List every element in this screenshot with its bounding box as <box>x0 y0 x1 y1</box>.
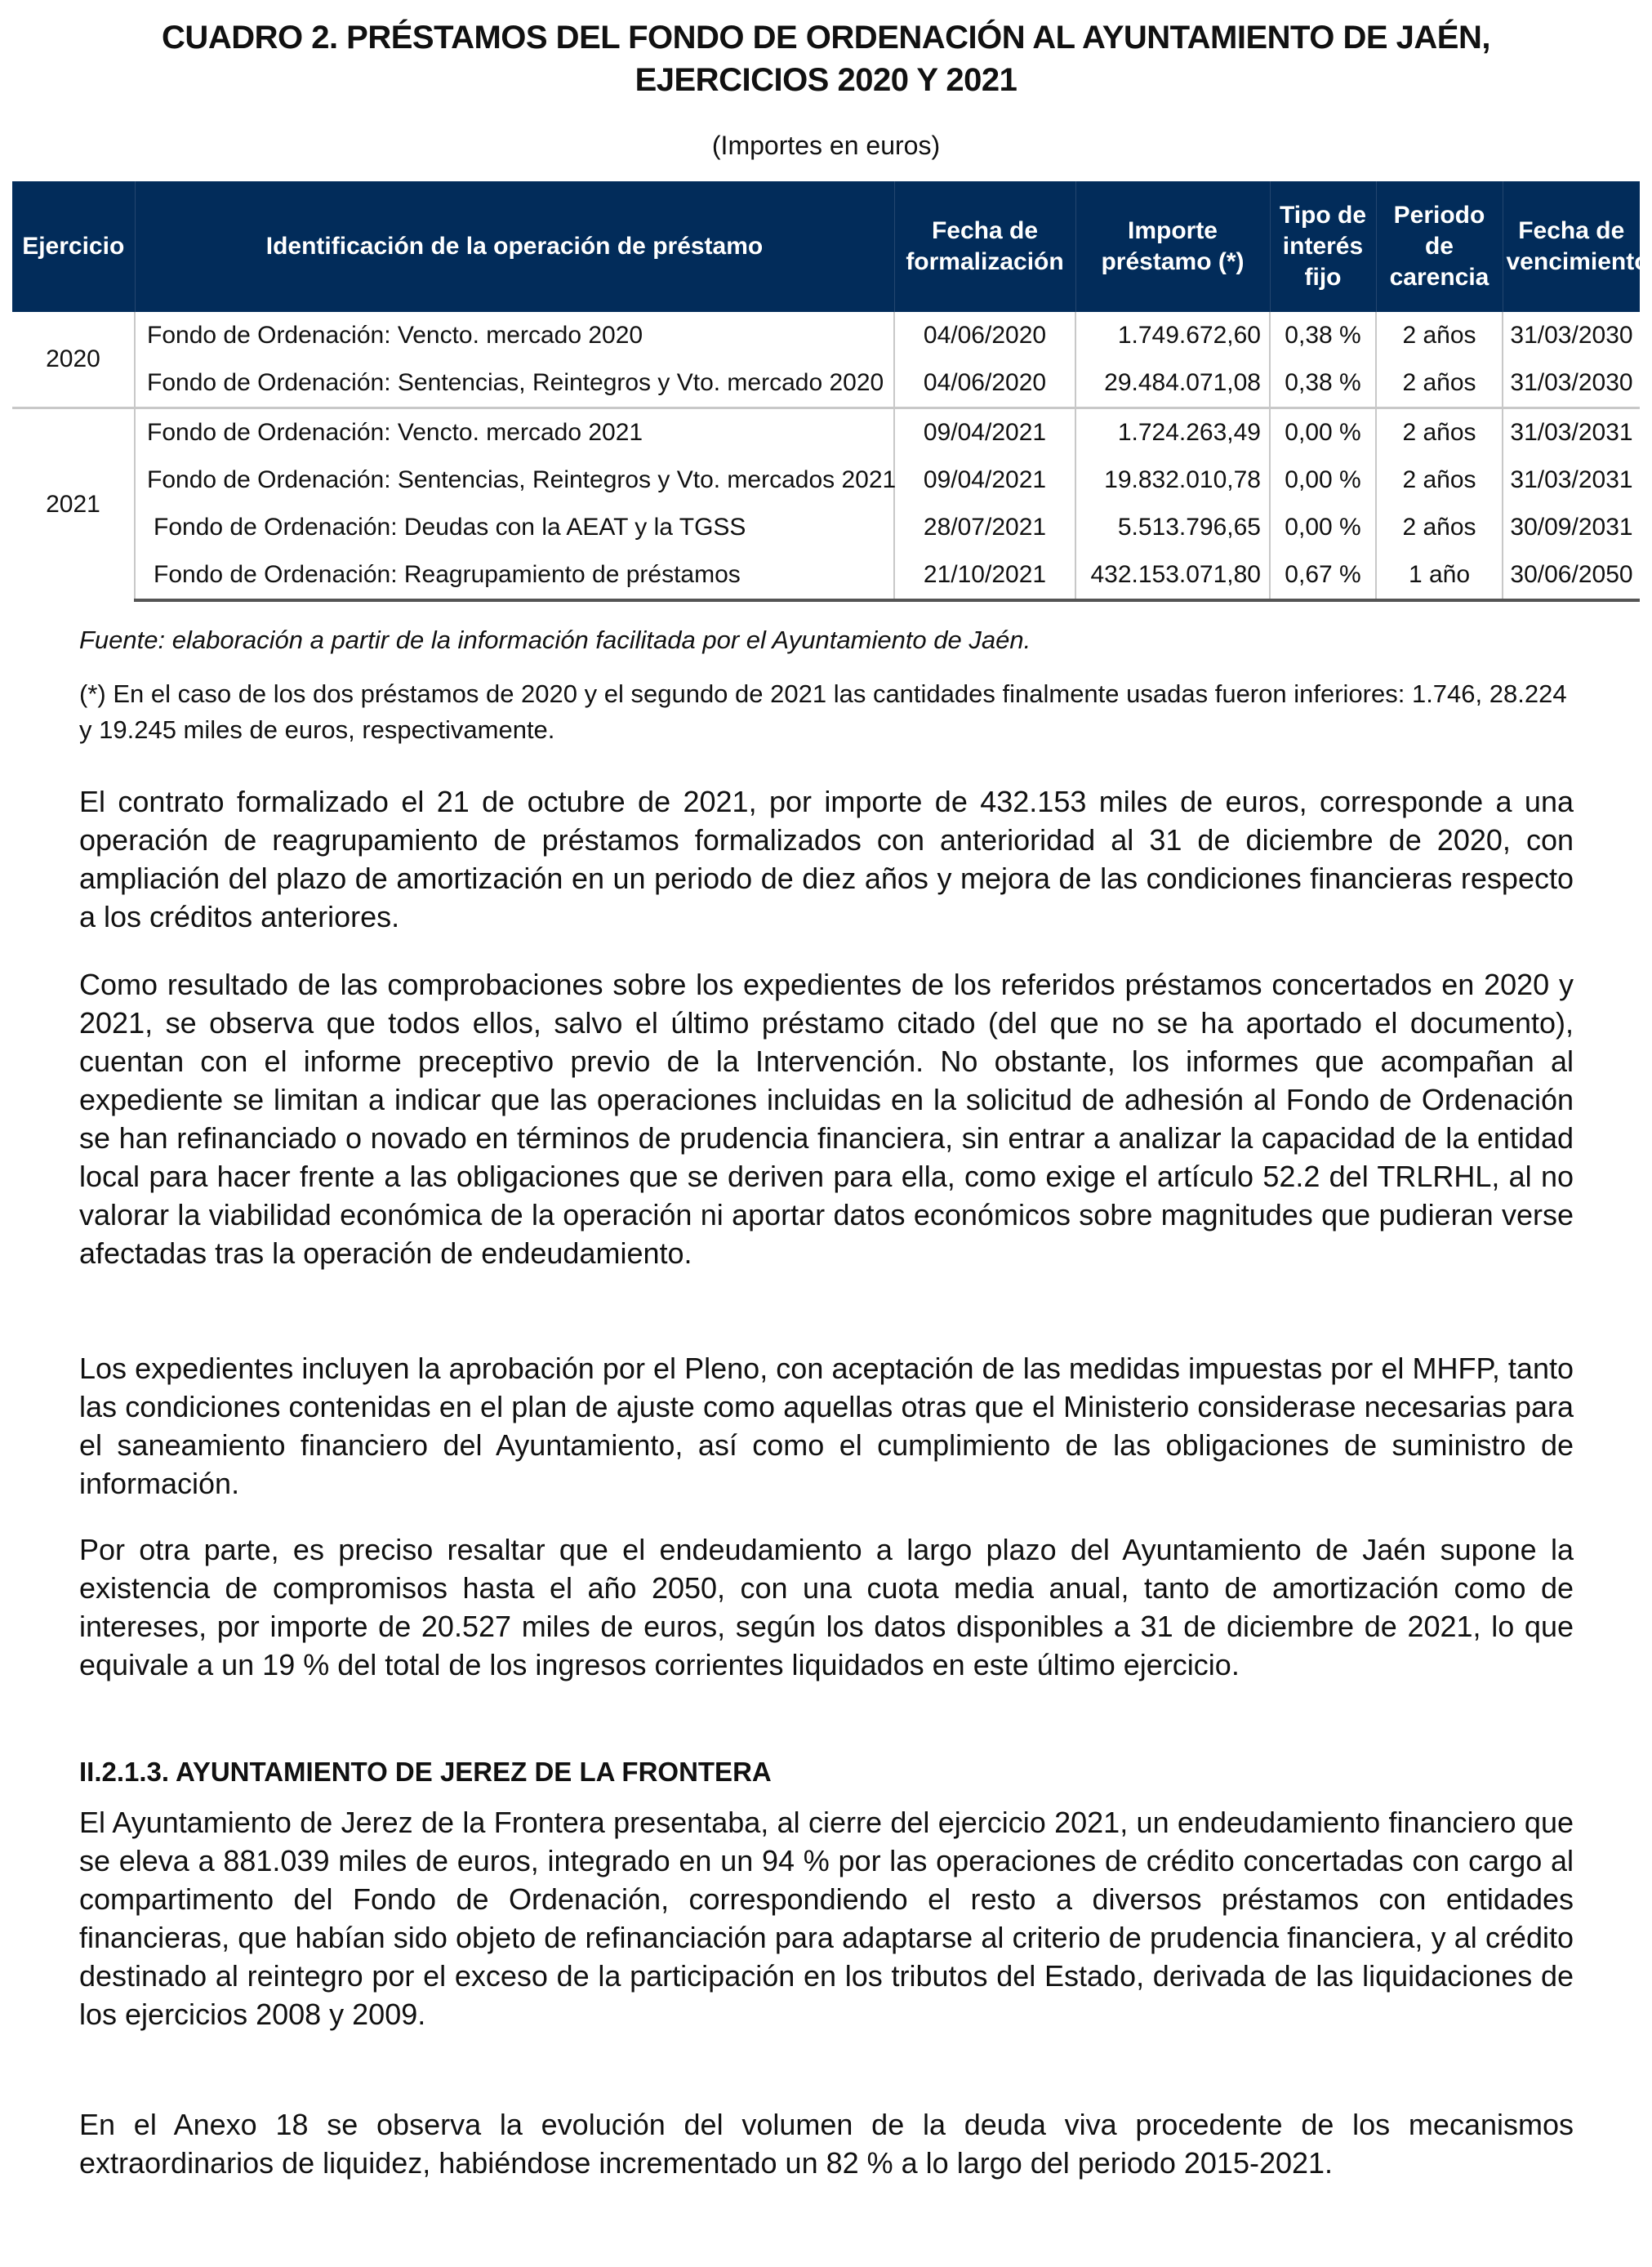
col-header-fecha-vencimiento: Fecha de vencimiento <box>1503 181 1640 312</box>
table-title-line-1: CUADRO 2. PRÉSTAMOS DEL FONDO DE ORDENACIÓN AL AYUNTAMIENTO DE JAÉN, <box>162 20 1490 56</box>
source-note: Fuente: elaboración a partir de la información facilitada por el Ayuntamiento de Jaén. <box>79 626 1031 654</box>
loan-importe: 432.153.071,80 <box>1075 551 1270 600</box>
loan-tipo: 0,67 % <box>1270 551 1376 600</box>
loan-carencia: 2 años <box>1376 359 1503 408</box>
loan-importe: 5.513.796,65 <box>1075 504 1270 551</box>
table-row <box>12 504 1640 551</box>
loan-tipo: 0,00 % <box>1270 457 1376 504</box>
loan-fecha: 04/06/2020 <box>894 359 1075 408</box>
col-header-identificacion: Identificación de la operación de préstamo <box>135 181 894 312</box>
loan-tipo: 0,00 % <box>1270 408 1376 457</box>
loan-description: Fondo de Ordenación: Vencto. mercado 2020 <box>135 312 894 359</box>
table-row <box>12 551 1640 600</box>
asterisk-note: (*) En el caso de los dos préstamos de 2020 y el segundo de 2021 las cantidades finalmente usadas fueron inferiores: 1.746, 28.224 y 19.245 miles de euros, respectivamente. <box>79 679 1567 744</box>
table-row <box>12 457 1640 504</box>
loan-vencimiento: 31/03/2031 <box>1503 457 1640 504</box>
table-row <box>12 359 1640 408</box>
units-caption: (Importes en euros) <box>711 131 941 160</box>
loan-fecha: 04/06/2020 <box>894 312 1075 359</box>
loan-carencia: 2 años <box>1376 408 1503 457</box>
loan-carencia: 1 año <box>1376 551 1503 600</box>
body-paragraph: El contrato formalizado el 21 de octubre de 2021, por importe de 432.153 miles de euros, corresponde a una operación de reagrupamiento de préstamos formalizados con anterioridad al 31 de diciembre de 2020, con ampliación del plazo de amortización en un periodo de diez años y mejora de las condiciones financieras respecto a los créditos anteriores. <box>79 785 1574 933</box>
loan-vencimiento: 31/03/2031 <box>1503 408 1640 457</box>
loan-importe: 19.832.010,78 <box>1075 457 1270 504</box>
loan-importe: 1.724.263,49 <box>1075 408 1270 457</box>
loan-importe: 1.749.672,60 <box>1075 312 1270 359</box>
col-header-tipo-interes: Tipo de interés fijo <box>1270 181 1376 312</box>
loan-description: Fondo de Ordenación: Sentencias, Reintegros y Vto. mercados 2021 <box>135 457 894 504</box>
section-paragraph: El Ayuntamiento de Jerez de la Frontera presentaba, al cierre del ejercicio 2021, un endeudamiento financiero que se eleva a 881.039 miles de euros, integrado en un 94 % por las operaciones de crédito concertadas con cargo al compartimento del Fondo de Ordenación, correspondiendo el resto a diversos préstamos con entidades financieras, que habían sido objeto de refinanciación para adaptarse al criterio de prudencia financiera, y al crédito destinado al reintegro por el exceso de la participación en los tributos del Estado, derivada de las liquidaciones de los ejercicios 2008 y 2009. <box>79 1806 1574 2031</box>
loan-tipo: 0,00 % <box>1270 504 1376 551</box>
loan-vencimiento: 31/03/2030 <box>1503 359 1640 408</box>
loan-fecha: 09/04/2021 <box>894 457 1075 504</box>
loan-description: Fondo de Ordenación: Reagrupamiento de préstamos <box>135 551 894 600</box>
loan-description: Fondo de Ordenación: Vencto. mercado 2021 <box>135 408 894 457</box>
year-cell: 2021 <box>12 408 135 601</box>
loan-vencimiento: 31/03/2030 <box>1503 312 1640 359</box>
table-row <box>12 408 1640 457</box>
loans-table <box>12 181 1650 602</box>
body-paragraph: Los expedientes incluyen la aprobación por el Pleno, con aceptación de las medidas impuestas por el MHFP, tanto las condiciones contenidas en el plan de ajuste como aquellas otras que el Ministerio considerase necesarias para el saneamiento financiero del Ayuntamiento, así como el cumplimiento de las obligaciones de suministro de información. <box>79 1352 1574 1500</box>
year-cell: 2020 <box>46 345 100 372</box>
table-header-row <box>12 181 1640 312</box>
col-header-periodo-carencia: Periodo de carencia <box>1376 181 1503 312</box>
table-row <box>12 312 1640 359</box>
table-title-line-2: EJERCICIOS 2020 Y 2021 <box>635 62 1017 98</box>
col-header-fecha-formalizacion: Fecha de formalización <box>894 181 1075 312</box>
loan-tipo: 0,38 % <box>1270 359 1376 408</box>
col-header-importe: Importe préstamo (*) <box>1075 181 1270 312</box>
col-header-ejercicio: Ejercicio <box>12 181 135 312</box>
loan-tipo: 0,38 % <box>1270 312 1376 359</box>
loan-vencimiento: 30/06/2050 <box>1503 551 1640 600</box>
loan-description: Fondo de Ordenación: Deudas con la AEAT y la TGSS <box>135 504 894 551</box>
loan-fecha: 09/04/2021 <box>894 408 1075 457</box>
section-paragraph: En el Anexo 18 se observa la evolución del volumen de la deuda viva procedente de los mecanismos extraordinarios de liquidez, habiéndose incrementado un 82 % a lo largo del periodo 2015-2021. <box>79 2108 1574 2180</box>
loan-carencia: 2 años <box>1376 504 1503 551</box>
loan-fecha: 28/07/2021 <box>894 504 1075 551</box>
loan-carencia: 2 años <box>1376 312 1503 359</box>
body-paragraph: Por otra parte, es preciso resaltar que el endeudamiento a largo plazo del Ayuntamiento de Jaén supone la existencia de compromisos hasta el año 2050, con una cuota media anual, tanto de amortización como de intereses, por importe de 20.527 miles de euros, según los datos disponibles a 31 de diciembre de 2021, lo que equivale a un 19 % del total de los ingresos corrientes liquidados en este último ejercicio. <box>79 1533 1574 1681</box>
loan-importe: 29.484.071,08 <box>1075 359 1270 408</box>
table-title <box>0 16 1652 101</box>
loan-description: Fondo de Ordenación: Sentencias, Reintegros y Vto. mercado 2020 <box>135 359 894 408</box>
body-paragraph: Como resultado de las comprobaciones sobre los expedientes de los referidos préstamos concertados en 2020 y 2021, se observa que todos ellos, salvo el último préstamo citado (del que no se ha aportado el documento), cuentan con el informe preceptivo previo de la Intervención. No obstante, los informes que acompañan al expediente se limitan a indicar que las operaciones incluidas en la solicitud de adhesión al Fondo de Ordenación se han refinanciado o novado en términos de prudencia financiera, sin entrar a analizar la capacidad de la entidad local para hacer frente a las obligaciones que se deriven para ella, como exige el artículo 52.2 del TRLRHL, al no valorar la viabilidad económica de la operación ni aportar datos económicos sobre magnitudes que pudieran verse afectadas tras la operación de endeudamiento. <box>79 968 1574 1270</box>
section-heading: II.2.1.3. AYUNTAMIENTO DE JEREZ DE LA FRONTERA <box>79 1757 772 1787</box>
loan-fecha: 21/10/2021 <box>894 551 1075 600</box>
loan-carencia: 2 años <box>1376 457 1503 504</box>
loan-vencimiento: 30/09/2031 <box>1503 504 1640 551</box>
